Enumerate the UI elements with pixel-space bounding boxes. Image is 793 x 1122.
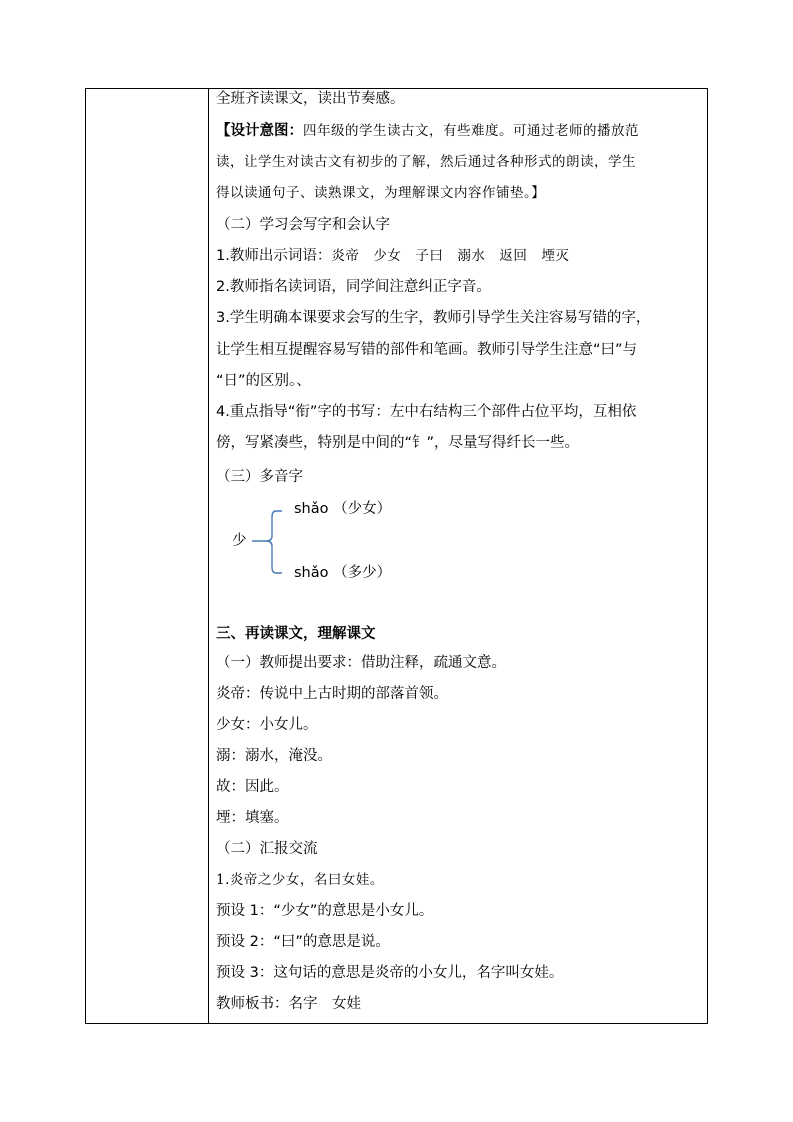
text-line: 3.学生明确本课要求会写的生字，教师引导学生关注容易写错的字，: [216, 310, 651, 326]
text-line: 预设 3：这句话的意思是炎帝的小女儿，名字叫女娃。: [216, 965, 564, 981]
design-intent-text: 读，让学生对读古文有初步的了解，然后通过各种形式的朗读，学生: [216, 154, 636, 170]
text-line: “日”的区别。、: [216, 373, 311, 389]
word-list-label: 1.教师出示词语：: [216, 248, 332, 264]
word-list: 炎帝 少女 子曰 溺水 返回 堙灭: [331, 248, 570, 264]
text-line: （一）教师提出要求：借助注释，疏通文意。: [216, 655, 506, 671]
quoted-sentence: 1.炎帝之少女，名曰女娃。: [216, 872, 384, 888]
design-intent-label: 【设计意图：: [216, 123, 303, 139]
section-heading: （二）学习会写字和会认字: [216, 217, 390, 233]
section-heading: （二）汇报交流: [216, 841, 318, 857]
text-line: 教师板书：名字 女娃: [216, 996, 361, 1012]
polyphonic-char: 少: [232, 533, 247, 549]
text-line: 2.教师指名读词语，同学间注意纠正字音。: [216, 279, 491, 295]
section-heading: （三）多音字: [216, 469, 303, 485]
text-line: 预设 1：“少女”的意思是小女儿。: [216, 903, 434, 919]
text-line: 预设 2：“曰”的意思是说。: [216, 934, 390, 950]
section-heading: 三、再读课文，理解课文: [216, 626, 376, 642]
annotation-line: 故：因此。: [216, 779, 289, 795]
lesson-plan-table: [85, 88, 708, 1024]
text-line: [216, 246, 569, 266]
annotation-line: 少女：小女儿。: [216, 717, 318, 733]
pronunciation-bottom: shǎo （多少）: [294, 565, 392, 581]
brace-icon: [246, 509, 286, 579]
text-line: 全班齐读课文，读出节奏感。: [216, 91, 405, 107]
text-line: 4.重点指导“衔”字的书写：左中右结构三个部件占位平均，互相依: [216, 404, 637, 420]
text-line: 傍，写紧凑些，特别是中间的“钅”，尽量写得纤长一些。: [216, 435, 580, 451]
pronunciation-top: shǎo （少女）: [294, 501, 392, 517]
column-divider: [208, 89, 209, 1023]
text-line: 让学生相互提醒容易写错的部件和笔画。教师引导学生注意“曰”与: [216, 342, 638, 358]
annotation-line: 堙：填塞。: [216, 810, 289, 826]
design-intent-line: [216, 121, 639, 141]
annotation-line: 炎帝：传说中上古时期的部落首领。: [216, 686, 448, 702]
design-intent-text: 得以读通句子、读熟课文，为理解课文内容作铺垫。】: [216, 185, 546, 201]
annotation-line: 溺：溺水，淹没。: [216, 748, 332, 764]
design-intent-text: 四年级的学生读古文，有些难度。可通过老师的播放范: [303, 123, 639, 139]
